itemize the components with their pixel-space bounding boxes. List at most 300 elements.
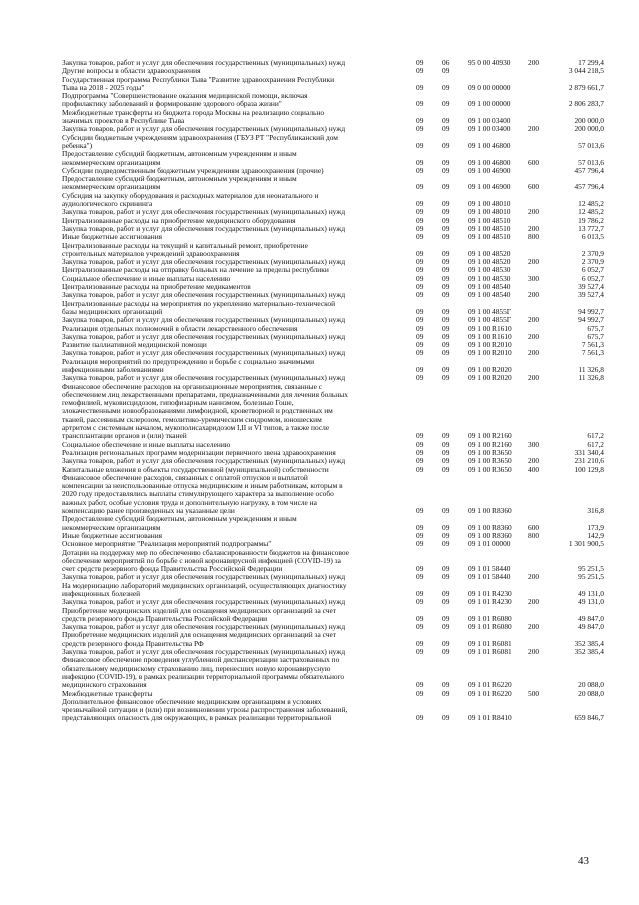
amount: 659 846,7	[574, 713, 604, 723]
expense-name: Субсидии подведомственным бюджетным учреждениям здравоохранения (прочие)	[62, 165, 324, 175]
target-article-code: 09 1 00 00000	[468, 99, 511, 109]
expense-type-code	[524, 109, 552, 126]
expense-type-code: 200	[528, 348, 540, 358]
section-code: 09	[416, 373, 424, 383]
expense-name: Закупка товаров, работ и услуг для обеспечения государственных (муниципальных) нужд	[62, 223, 346, 233]
target-article-code: 09 1 00 R8360	[468, 530, 512, 540]
expense-type-code: 800	[528, 232, 540, 242]
expense-type-code	[524, 582, 552, 599]
subsection-code: 09	[442, 331, 450, 341]
amount: 142,9	[587, 530, 604, 540]
table-row	[62, 300, 604, 317]
expense-name: Закупка товаров, работ и услуг для обеспечения государственных (муниципальных) нужд	[62, 290, 346, 300]
target-article-code: 09 1 01 58440	[468, 572, 511, 582]
section-code: 09	[416, 124, 424, 134]
amount: 12 485,2	[578, 207, 604, 217]
target-article-code: 09 1 00 48530	[468, 265, 511, 275]
amount: 49 847,0	[578, 613, 604, 623]
section-code: 09	[416, 323, 424, 333]
expense-type-code	[524, 76, 552, 93]
subsection-code: 09	[442, 232, 450, 242]
expense-type-code	[524, 192, 552, 209]
subsection-code: 09	[442, 589, 450, 598]
table-row	[62, 109, 604, 126]
expense-name: Основное мероприятие "Реализация мероприятий подпрограммы"	[62, 539, 272, 549]
section-code: 09	[416, 248, 424, 258]
subsection-code: 09	[442, 124, 450, 134]
subsection-code: 09	[442, 713, 450, 723]
target-article-code: 09 0 00 00000	[468, 82, 511, 92]
expense-name: Приобретение медицинских изделий для оснащения медицинских организаций за счет средств резервного фонда Правительства РФ	[62, 630, 336, 648]
expense-name: Централизованные расходы на отправку больных на лечение за пределы республики	[62, 265, 329, 275]
expense-type-code: 200	[528, 124, 540, 134]
expense-name: Другие вопросы в области здравоохранения	[62, 66, 201, 76]
subsection-code: 09	[442, 140, 450, 150]
subsection-code: 09	[442, 539, 450, 549]
expense-type-code: 200	[528, 456, 540, 466]
target-article-code: 09 1 00 48540	[468, 282, 511, 292]
expense-name: Предоставление субсидий бюджетным, автономным учреждениям и иным некоммерческим организациям	[62, 149, 297, 167]
section-code: 09	[416, 116, 424, 126]
expense-name: Закупка товаров, работ и услуг для обеспечения государственных (муниципальных) нужд	[62, 207, 346, 217]
expense-name: Межбюджетные трансферты	[62, 688, 153, 698]
expense-type-code: 200	[528, 647, 540, 657]
target-article-code: 09 1 01 R6080	[468, 622, 512, 632]
section-code: 09	[416, 539, 424, 549]
subsection-code: 09	[442, 99, 450, 109]
table-row	[62, 549, 604, 574]
amount: 457 796,4	[574, 182, 604, 192]
target-article-code: 09 1 00 R3650	[468, 447, 512, 457]
budget-table	[62, 59, 604, 723]
table-row	[62, 358, 604, 375]
expense-type-code: 600	[528, 157, 540, 167]
expense-name: Социальное обеспечение и иные выплаты населению	[62, 439, 231, 449]
subsection-code: 09	[442, 223, 450, 233]
expense-type-code: 200	[528, 331, 540, 341]
expense-name: Закупка товаров, работ и услуг для обеспечения государственных (муниципальных) нужд	[62, 456, 346, 466]
target-article-code: 09 1 00 48520	[468, 248, 511, 258]
expense-name: Закупка товаров, работ и услуг для обеспечения государственных (муниципальных) нужд	[62, 622, 346, 632]
expense-type-code	[524, 167, 552, 175]
section-code: 09	[416, 688, 424, 698]
expense-type-code: 200	[528, 597, 540, 607]
subsection-code: 09	[442, 572, 450, 582]
expense-name: Закупка товаров, работ и услуг для обеспечения государственных (муниципальных) нужд	[62, 331, 346, 341]
target-article-code: 09 1 01 R8410	[468, 713, 512, 723]
section-code: 09	[416, 66, 424, 76]
expense-name: Закупка товаров, работ и услуг для обеспечения государственных (муниципальных) нужд	[62, 58, 346, 67]
expense-type-code	[524, 358, 552, 375]
expense-name: Иные бюджетные ассигнования	[62, 530, 163, 540]
section-code: 09	[416, 622, 424, 632]
section-code: 09	[416, 199, 424, 209]
expense-name: Государственная программа Республики Тыва "Развитие здравоохранения Республики Тыва на 2018 - 2025 годы"	[62, 74, 335, 92]
amount: 352 385,4	[574, 647, 604, 657]
target-article-code: 09 1 00 48530	[468, 273, 511, 283]
expense-name: Иные бюджетные ассигнования	[62, 232, 163, 242]
table-row	[62, 92, 604, 109]
target-article-code: 09 1 00 R3650	[468, 456, 512, 466]
section-code: 09	[416, 182, 424, 192]
expense-type-code	[524, 656, 552, 689]
amount: 231 210,6	[574, 456, 604, 466]
expense-type-code: 200	[528, 315, 540, 325]
expense-name: Финансовое обеспечение проведения углубленной диспансеризации застрахованных по обязательному медицинскому страхованию лиц, перенесших новую коронавирусную инфекцию (COVID-19), в рамках реализации территориальной программы обязательного медицинского страхования	[62, 655, 345, 690]
section-code: 09	[416, 713, 424, 723]
target-article-code	[466, 67, 524, 75]
subsection-code: 09	[442, 522, 450, 532]
subsection-code: 09	[442, 439, 450, 449]
amount: 2 370,9	[581, 257, 604, 267]
section-code: 09	[416, 82, 424, 92]
target-article-code: 09 1 01 R4230	[468, 589, 512, 598]
section-code: 09	[416, 431, 424, 441]
amount: 49 131,0	[578, 597, 604, 607]
section-code: 09	[416, 157, 424, 167]
section-code: 09	[416, 215, 424, 225]
subsection-code: 09	[442, 165, 450, 175]
amount: 2 879 661,7	[568, 82, 604, 92]
amount: 11 326,8	[578, 373, 604, 383]
section-code: 09	[416, 348, 424, 358]
amount: 6 052,7	[581, 273, 604, 283]
section-code: 09	[416, 223, 424, 233]
expense-name: Финансовое обеспечение расходов, связанных с оплатой отпусков и выплатой компенсации за неиспользованные отпуска медицинским и иным работникам, которым в 2020 году предоставлялись выплаты стимулирующего характера за выполнение особо важных работ, особые условия труда и дополнительную нагрузку, в том числе на компенсацию ранее произведенных на указанные цели	[62, 472, 343, 516]
section-code: 09	[416, 265, 424, 275]
target-article-code: 09 1 00 R1610	[468, 331, 512, 341]
target-article-code: 09 1 00 46900	[468, 182, 511, 192]
section-code: 09	[416, 364, 424, 374]
amount: 20 088,0	[578, 688, 604, 698]
section-code: 09	[416, 464, 424, 474]
table-row	[62, 607, 604, 624]
section-code: 09	[416, 340, 424, 350]
subsection-code: 09	[442, 116, 450, 126]
table-row	[62, 383, 604, 441]
subsection-code: 09	[442, 447, 450, 457]
amount: 49 847,0	[578, 622, 604, 632]
subsection-code: 09	[442, 315, 450, 325]
amount: 7 561,3	[581, 348, 604, 358]
expense-name: Приобретение медицинских изделий для оснащения медицинских организаций за счет средств резервного фонда Правительства Российской Федерации	[62, 605, 336, 623]
subsection-code: 09	[442, 464, 450, 474]
subsection-code: 09	[442, 257, 450, 267]
amount: 7 561,3	[581, 340, 604, 350]
subsection-code: 09	[442, 364, 450, 374]
section-code: 09	[416, 207, 424, 217]
expense-name: Закупка товаров, работ и услуг для обеспечения государственных (муниципальных) нужд	[62, 315, 346, 325]
section-code: 09	[416, 232, 424, 242]
amount: 200 000,0	[574, 124, 604, 134]
subsection-code: 09	[442, 597, 450, 607]
target-article-code: 09 1 01 R4230	[468, 597, 512, 607]
section-code: 09	[416, 572, 424, 582]
target-article-code: 09 1 00 48510	[468, 215, 511, 225]
expense-name: Централизованные расходы на мероприятия по укреплению материально-технической базы медицинских организаций	[62, 298, 336, 316]
expense-type-code	[524, 92, 552, 109]
expense-name: Субсидии бюджетным учреждениям здравоохранения (ГБУЗ РТ "Республиканский дом ребенка")	[62, 132, 338, 150]
expense-type-code: 200	[528, 290, 540, 300]
expense-type-code: 200	[528, 58, 540, 67]
expense-name: Централизованные расходы на текущий и капитальный ремонт, приобретение строительных материалов учреждений здравоохранения	[62, 240, 308, 258]
amount: 331 340,4	[574, 447, 604, 457]
section-code: 09	[416, 331, 424, 341]
target-article-code: 09 1 00 R2020	[468, 373, 512, 383]
expense-name: Предоставление субсидий бюджетным, автономным учреждениям и иным некоммерческим организациям	[62, 514, 297, 532]
expense-name: Социальное обеспечение и иные выплаты населению	[62, 273, 231, 283]
table-row	[62, 192, 604, 209]
expense-name: Централизованные расходы на приобретение медицинского оборудования	[62, 215, 296, 225]
target-article-code: 09 1 00 R2160	[468, 439, 512, 449]
subsection-code: 09	[442, 373, 450, 383]
target-article-code: 09 1 00 R2020	[468, 364, 512, 374]
expense-type-code	[524, 698, 552, 723]
page-number: 43	[578, 855, 589, 867]
subsection-code: 09	[442, 199, 450, 209]
amount: 19 786,2	[578, 215, 604, 225]
section-code: 09	[416, 273, 424, 283]
subsection-code: 09	[442, 647, 450, 657]
section-code: 09	[416, 530, 424, 540]
expense-type-code	[524, 474, 552, 515]
expense-name: На модернизацию лабораторий медицинских организаций, осуществляющих диагностику инфекционных болезней	[62, 580, 347, 598]
subsection-code: 09	[442, 638, 450, 648]
amount: 100 129,8	[574, 464, 604, 474]
amount: 94 992,7	[578, 315, 604, 325]
amount: 675,7	[587, 331, 604, 341]
target-article-code: 95 0 00 40930	[468, 58, 511, 67]
subsection-code: 09	[442, 688, 450, 698]
expense-name: Централизованные расходы на приобретение медикаментов	[62, 282, 251, 292]
target-article-code: 09 1 00 R8360	[468, 522, 512, 532]
table-row	[62, 242, 604, 259]
target-article-code: 09 1 00 03400	[468, 116, 511, 126]
amount: 39 527,4	[578, 282, 604, 292]
expense-type-code	[524, 540, 552, 548]
amount: 20 088,0	[578, 680, 604, 690]
expense-name: Закупка товаров, работ и услуг для обеспечения государственных (муниципальных) нужд	[62, 124, 346, 134]
subsection-code: 09	[442, 564, 450, 574]
target-article-code: 09 1 01 00000	[468, 539, 511, 549]
expense-type-code: 200	[528, 622, 540, 632]
expense-name: Субсидия на закупку оборудования и расходных материалов для неонатального и аудиологического скрининга	[62, 190, 319, 209]
amount: 57 013,6	[578, 157, 604, 167]
expense-name: Подпрограмма "Совершенствование оказания медицинской помощи, включая профилактику заболеваний и формирование здорового образа жизни"	[62, 91, 308, 109]
expense-name: Предоставление субсидий бюджетным, автономным учреждениям и иным некоммерческим организациям	[62, 174, 297, 192]
section-code: 09	[416, 597, 424, 607]
section-code: 09	[416, 315, 424, 325]
subsection-code: 09	[442, 290, 450, 300]
target-article-code: 09 1 00 R2010	[468, 340, 512, 350]
subsection-code: 09	[442, 323, 450, 333]
section-code: 09	[416, 290, 424, 300]
expense-type-code: 400	[528, 464, 540, 474]
expense-type-code	[524, 549, 552, 574]
target-article-code: 09 1 01 R6080	[468, 613, 512, 623]
target-article-code: 09 1 00 48010	[468, 207, 511, 217]
amount: 49 131,0	[578, 589, 604, 598]
amount: 457 796,4	[574, 165, 604, 175]
amount: 675,7	[587, 323, 604, 333]
subsection-code: 09	[442, 340, 450, 350]
expense-name: Закупка товаров, работ и услуг для обеспечения государственных (муниципальных) нужд	[62, 348, 346, 358]
section-code: 09	[416, 165, 424, 175]
table-row	[62, 76, 604, 93]
subsection-code: 06	[442, 58, 450, 67]
section-code: 09	[416, 58, 424, 67]
amount: 39 527,4	[578, 290, 604, 300]
subsection-code: 09	[442, 248, 450, 258]
expense-name: Закупка товаров, работ и услуг для обеспечения государственных (муниципальных) нужд	[62, 373, 346, 383]
section-code: 09	[416, 140, 424, 150]
target-article-code: 09 1 00 48510	[468, 223, 511, 233]
subsection-code: 09	[442, 530, 450, 540]
expense-name: Межбюджетные трансферты из бюджета города Москвы на реализацию социально значимых проектов в Республике Тыва	[62, 107, 325, 126]
expense-name: Капитальные вложения в объекты государственной (муниципальной) собственности	[62, 464, 329, 474]
target-article-code: 09 1 01 R6220	[468, 680, 512, 690]
subsection-code: 09	[442, 157, 450, 167]
amount: 2 370,9	[581, 248, 604, 258]
amount: 200 000,0	[574, 116, 604, 126]
subsection-code: 09	[442, 622, 450, 632]
amount: 3 044 218,5	[568, 66, 604, 76]
section-code: 09	[416, 564, 424, 574]
target-article-code: 09 1 01 R6081	[468, 638, 512, 648]
target-article-code: 09 1 00 R8360	[468, 506, 512, 516]
amount: 95 251,5	[578, 572, 604, 582]
section-code: 09	[416, 306, 424, 316]
table-row	[62, 656, 604, 689]
expense-type-code: 600	[528, 522, 540, 532]
expense-type-code: 200	[528, 572, 540, 582]
expense-type-code: 200	[528, 373, 540, 383]
subsection-code: 09	[442, 680, 450, 690]
subsection-code: 09	[442, 506, 450, 516]
expense-type-code	[524, 383, 552, 441]
subsection-code: 09	[442, 613, 450, 623]
expense-type-code: 500	[528, 688, 540, 698]
target-article-code: 09 1 00 4855Г	[468, 315, 512, 325]
section-code: 09	[416, 680, 424, 690]
expense-type-code	[524, 67, 552, 75]
expense-name: Реализация мероприятий по предупреждению и борьбе с социально значимыми инфекционными заболеваниями	[62, 356, 315, 374]
subsection-code: 09	[442, 306, 450, 316]
amount: 6 013,5	[581, 232, 604, 242]
section-code: 09	[416, 257, 424, 267]
amount: 11 326,8	[578, 364, 604, 374]
subsection-code: 09	[442, 273, 450, 283]
expense-type-code: 200	[528, 223, 540, 233]
subsection-code: 09	[442, 182, 450, 192]
target-article-code: 09 1 00 48540	[468, 290, 511, 300]
section-code: 09	[416, 447, 424, 457]
expense-type-code: 200	[528, 207, 540, 217]
section-code: 09	[416, 456, 424, 466]
subsection-code: 09	[442, 282, 450, 292]
expense-type-code: 300	[528, 273, 540, 283]
target-article-code: 09 1 01 R6220	[468, 688, 512, 698]
expense-type-code: 300	[528, 439, 540, 449]
expense-name: Закупка товаров, работ и услуг для обеспечения государственных (муниципальных) нужд	[62, 647, 346, 657]
amount: 1 301 900,5	[568, 539, 604, 549]
expense-name: Реализация региональных программ модернизации первичного звена здравоохранения	[62, 447, 336, 457]
expense-name: Дополнительное финансовое обеспечение медицинским организациям в условиях чрезвычайной ситуации и (или) при возникновении угрозы распространения заболеваний, представляющих опасность для окружающих, в рамках реализации территориальной	[62, 696, 348, 723]
table-row	[62, 175, 604, 192]
table-row	[62, 150, 604, 167]
section-code: 09	[416, 99, 424, 109]
amount: 352 385,4	[574, 638, 604, 648]
section-code: 09	[416, 439, 424, 449]
table-row	[62, 134, 604, 151]
expense-type-code: 200	[528, 257, 540, 267]
expense-type-code	[524, 242, 552, 259]
expense-name: Финансовое обеспечение расходов на организационные мероприятия, связанные с обеспечением лиц лекарственными препаратами, предназначенными для лечения больных гемофилией, муковисцидозом, гипофизарным нанизмом, болезнью Гоше, злокачественными новообразованиями лимфоидной, кроветворной и родственных им тканей, рассеянным склерозом, гемолитико-уремическим синдромом, юношеским артритом с системным началом, мукополисахаридозом I,II и VI типов, а также после трансплантации органов и (или) тканей	[62, 381, 348, 441]
target-article-code: 09 1 00 46800	[468, 140, 511, 150]
target-article-code: 09 1 01 R6081	[468, 647, 512, 657]
subsection-code: 09	[442, 265, 450, 275]
expense-type-code: 800	[528, 530, 540, 540]
amount: 617,2	[587, 431, 604, 441]
expense-name: Закупка товаров, работ и услуг для обеспечения государственных (муниципальных) нужд	[62, 597, 346, 607]
amount: 13 772,7	[578, 223, 604, 233]
subsection-code: 09	[442, 431, 450, 441]
amount: 17 299,4	[578, 58, 604, 67]
expense-type-code	[524, 300, 552, 317]
amount: 12 485,2	[578, 199, 604, 209]
subsection-code: 09	[442, 456, 450, 466]
amount: 94 992,7	[578, 306, 604, 316]
expense-type-code: 600	[528, 182, 540, 192]
target-article-code: 09 1 01 58440	[468, 564, 511, 574]
expense-name: Закупка товаров, работ и услуг для обеспечения государственных (муниципальных) нужд	[62, 572, 346, 582]
section-code: 09	[416, 522, 424, 532]
amount: 95 251,5	[578, 564, 604, 574]
subsection-code: 09	[442, 348, 450, 358]
expense-name: Развитие паллиативной медицинской помощи	[62, 340, 207, 350]
target-article-code: 09 1 00 48010	[468, 199, 511, 209]
target-article-code: 09 1 00 03400	[468, 124, 511, 134]
target-article-code: 09 1 00 48520	[468, 257, 511, 267]
expense-type-code	[524, 134, 552, 151]
section-code: 09	[416, 647, 424, 657]
amount: 316,8	[587, 506, 604, 516]
subsection-code: 09	[442, 215, 450, 225]
table-row	[62, 631, 604, 648]
section-code: 09	[416, 638, 424, 648]
table-row	[62, 698, 604, 723]
target-article-code: 09 1 00 R2010	[468, 348, 512, 358]
amount: 173,9	[587, 522, 604, 532]
target-article-code: 09 1 00 R2160	[468, 431, 512, 441]
target-article-code: 09 1 00 R3650	[468, 464, 512, 474]
target-article-code: 09 1 00 R1610	[468, 323, 512, 333]
amount: 617,2	[587, 439, 604, 449]
section-code: 09	[416, 613, 424, 623]
subsection-code: 09	[442, 207, 450, 217]
section-code: 09	[416, 282, 424, 292]
target-article-code: 09 1 00 46800	[468, 157, 511, 167]
expense-type-code	[524, 607, 552, 624]
expense-name: Реализация отдельных полномочий в области лекарственного обеспечения	[62, 323, 298, 333]
target-article-code: 09 1 00 46900	[468, 165, 511, 175]
expense-type-code	[524, 631, 552, 648]
table-row	[62, 582, 604, 599]
amount: 2 806 283,7	[568, 99, 604, 109]
section-code: 09	[416, 589, 424, 598]
section-code: 09	[416, 506, 424, 516]
table-row	[62, 515, 604, 532]
